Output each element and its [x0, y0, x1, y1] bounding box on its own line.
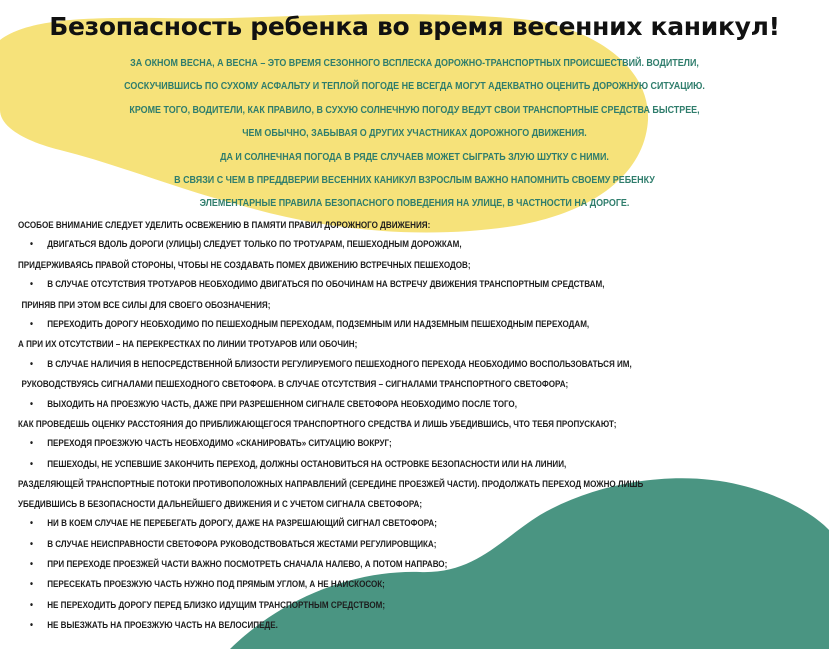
list-item: • ПЕШЕХОДЫ, НЕ УСПЕВШИЕ ЗАКОНЧИТЬ ПЕРЕХОД, ДОЛЖНЫ ОСТАНОВИТЬСЯ НА ОСТРОВКЕ БЕЗОПАСНОСТИ ИЛИ НА ЛИНИИ, — [18, 454, 706, 474]
list-item-continuation: ПРИНЯВ ПРИ ЭТОМ ВСЕ СИЛЫ ДЛЯ СВОЕГО ОБОЗНАЧЕНИЯ; — [21, 298, 271, 310]
intro-line: СОСКУЧИВШИСЬ ПО СУХОМУ АСФАЛЬТУ И ТЕПЛОЙ ПОГОДЕ НЕ ВСЕГДА МОГУТ АДЕКВАТНО ОЦЕНИТЬ ДОРОЖНУЮ СИТУАЦИЮ. — [124, 81, 705, 93]
rules-heading: ОСОБОЕ ВНИМАНИЕ СЛЕДУЕТ УДЕЛИТЬ ОСВЕЖЕНИЮ В ПАМЯТИ ПРАВИЛ ДОРОЖНОГО ДВИЖЕНИЯ: — [18, 219, 431, 230]
intro-line: ДА И СОЛНЕЧНАЯ ПОГОДА В РЯДЕ СЛУЧАЕВ МОЖЕТ СЫГРАТЬ ЗЛУЮ ШУТКУ С НИМИ. — [220, 151, 609, 163]
rules-list — [18, 215, 706, 636]
list-item: • НЕ ПЕРЕХОДИТЬ ДОРОГУ ПЕРЕД БЛИЗКО ИДУЩИМ ТРАНСПОРТНЫМ СРЕДСТВОМ; — [18, 595, 706, 615]
list-item: • ПЕРЕХОДЯ ПРОЕЗЖУЮ ЧАСТЬ НЕОБХОДИМО «СКАНИРОВАТЬ» СИТУАЦИЮ ВОКРУГ; — [18, 433, 706, 453]
list-item: • ПЕРЕХОДИТЬ ДОРОГУ НЕОБХОДИМО ПО ПЕШЕХОДНЫМ ПЕРЕХОДАМ, ПОДЗЕМНЫМ ИЛИ НАДЗЕМНЫМ ПЕШЕХОДНЫМ ПЕРЕХОДАМ, — [18, 314, 706, 334]
intro-line: КРОМЕ ТОГО, ВОДИТЕЛИ, КАК ПРАВИЛО, В СУХУЮ СОЛНЕЧНУЮ ПОГОДУ ВЕДУТ СВОИ ТРАНСПОРТНЫЕ СРЕДСТВА БЫСТРЕЕ, — [129, 104, 700, 116]
list-item: • В СЛУЧАЕ ОТСУТСТВИЯ ТРОТУАРОВ НЕОБХОДИМО ДВИГАТЬСЯ ПО ОБОЧИНАМ НА ВСТРЕЧУ ДВИЖЕНИЯ ТРАНСПОРТНЫМ СРЕДСТВАМ, — [18, 274, 706, 294]
list-item: • ДВИГАТЬСЯ ВДОЛЬ ДОРОГИ (УЛИЦЫ) СЛЕДУЕТ ТОЛЬКО ПО ТРОТУАРАМ, ПЕШЕХОДНЫМ ДОРОЖКАМ, — [18, 234, 706, 254]
list-item-continuation: КАК ПРОВЕДЕШЬ ОЦЕНКУ РАССТОЯНИЯ ДО ПРИБЛИЖАЮЩЕГОСЯ ТРАНСПОРТНОГО СРЕДСТВА И ЛИШЬ УБЕДИВШИСЬ, ЧТО ТЕБЯ ПРОПУСКАЮТ; — [18, 418, 617, 430]
intro-line: В СВЯЗИ С ЧЕМ В ПРЕДДВЕРИИ ВЕСЕННИХ КАНИКУЛ ВЗРОСЛЫМ ВАЖНО НАПОМНИТЬ СВОЕМУ РЕБЕНКУ — [174, 175, 655, 187]
intro-line: ЧЕМ ОБЫЧНО, ЗАБЫВАЯ О ДРУГИХ УЧАСТНИКАХ ДОРОЖНОГО ДВИЖЕНИЯ. — [242, 128, 587, 140]
list-item-continuation: РУКОВОДСТВУЯСЬ СИГНАЛАМИ ПЕШЕХОДНОГО СВЕТОФОРА. В СЛУЧАЕ ОТСУТСТВИЯ – СИГНАЛАМИ ТРАНСПОРТНОГО СВЕТОФОРА; — [21, 378, 569, 390]
list-item-continuation: УБЕДИВШИСЬ В БЕЗОПАСНОСТИ ДАЛЬНЕЙШЕГО ДВИЖЕНИЯ И С УЧЕТОМ СИГНАЛА СВЕТОФОРА; — [18, 497, 423, 509]
list-item: • ПЕРЕСЕКАТЬ ПРОЕЗЖУЮ ЧАСТЬ НУЖНО ПОД ПРЯМЫМ УГЛОМ, А НЕ НАИСКОСОК; — [18, 574, 706, 594]
intro-paragraph — [75, 52, 754, 216]
list-item-continuation: ПРИДЕРЖИВАЯСЬ ПРАВОЙ СТОРОНЫ, ЧТОБЫ НЕ СОЗДАВАТЬ ПОМЕХ ДВИЖЕНИЮ ВСТРЕЧНЫХ ПЕШЕХОДОВ; — [18, 258, 471, 270]
page-title: Безопасность ребенка во время весенних каникул! — [49, 12, 780, 41]
list-item: • ВЫХОДИТЬ НА ПРОЕЗЖУЮ ЧАСТЬ, ДАЖЕ ПРИ РАЗРЕШЕННОМ СИГНАЛЕ СВЕТОФОРА НЕОБХОДИМО ПОСЛЕ ТОГО, — [18, 394, 706, 414]
intro-line: ЭЛЕМЕНТАРНЫЕ ПРАВИЛА БЕЗОПАСНОГО ПОВЕДЕНИЯ НА УЛИЦЕ, В ЧАСТНОСТИ НА ДОРОГЕ. — [199, 198, 630, 210]
list-item: • В СЛУЧАЕ НАЛИЧИЯ В НЕПОСРЕДСТВЕННОЙ БЛИЗОСТИ РЕГУЛИРУЕМОГО ПЕШЕХОДНОГО ПЕРЕХОДА НЕОБХОДИМО ВОСПОЛЬЗОВАТЬСЯ ИМ, — [18, 354, 706, 374]
list-item-continuation: РАЗДЕЛЯЮЩЕЙ ТРАНСПОРТНЫЕ ПОТОКИ ПРОТИВОПОЛОЖНЫХ НАПРАВЛЕНИЙ (СЕРЕДИНЕ ПРОЕЗЖЕЙ ЧАСТИ). ПРОДОЛЖАТЬ ПЕРЕХОД МОЖНО ЛИШЬ — [18, 478, 644, 490]
list-item: • ПРИ ПЕРЕХОДЕ ПРОЕЗЖЕЙ ЧАСТИ ВАЖНО ПОСМОТРЕТЬ СНАЧАЛА НАЛЕВО, А ПОТОМ НАПРАВО; — [18, 554, 706, 574]
list-item: • НЕ ВЫЕЗЖАТЬ НА ПРОЕЗЖУЮ ЧАСТЬ НА ВЕЛОСИПЕДЕ. — [18, 615, 706, 635]
list-item: • НИ В КОЕМ СЛУЧАЕ НЕ ПЕРЕБЕГАТЬ ДОРОГУ, ДАЖЕ НА РАЗРЕШАЮЩИЙ СИГНАЛ СВЕТОФОРА; — [18, 513, 706, 533]
list-item-continuation: А ПРИ ИХ ОТСУТСТВИИ – НА ПЕРЕКРЕСТКАХ ПО ЛИНИИ ТРОТУАРОВ ИЛИ ОБОЧИН; — [18, 338, 358, 350]
intro-line: ЗА ОКНОМ ВЕСНА, А ВЕСНА – ЭТО ВРЕМЯ СЕЗОННОГО ВСПЛЕСКА ДОРОЖНО-ТРАНСПОРТНЫХ ПРОИСШЕСТВИЙ. ВОДИТЕЛИ, — [130, 58, 699, 69]
list-item: • В СЛУЧАЕ НЕИСПРАВНОСТИ СВЕТОФОРА РУКОВОДСТВОВАТЬСЯ ЖЕСТАМИ РЕГУЛИРОВЩИКА; — [18, 534, 706, 554]
